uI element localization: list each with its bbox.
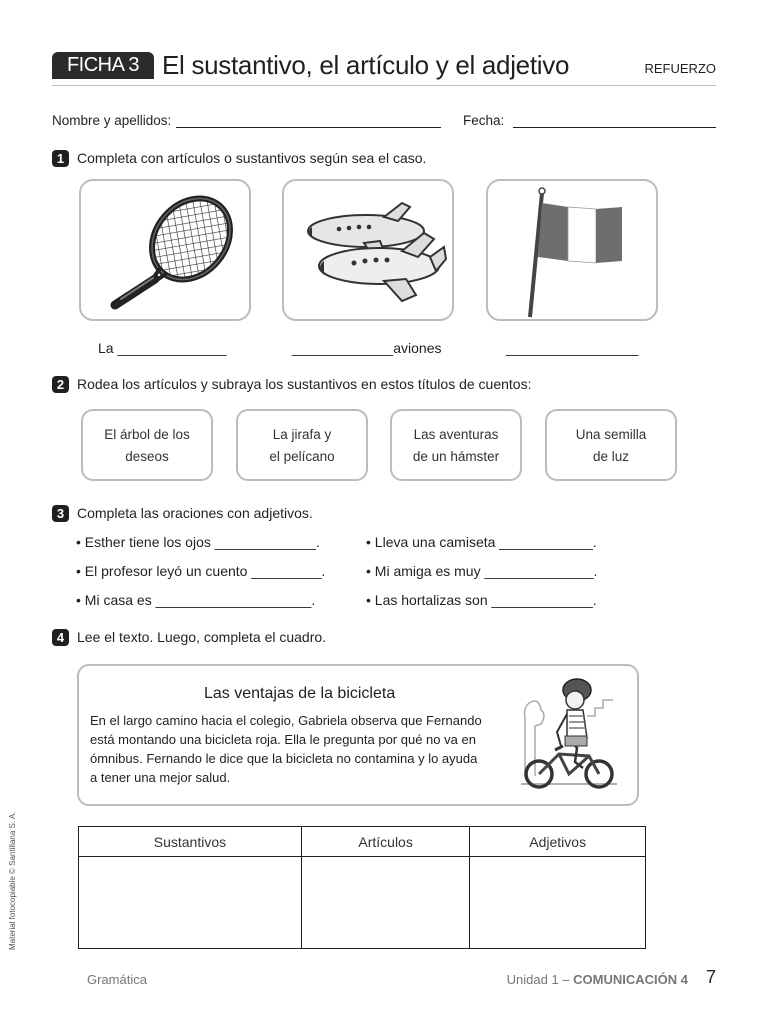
sentence-item[interactable]: • Mi casa es ____________________. [76,592,316,608]
footer-unit-subject: COMUNICACIÓN 4 [573,972,688,987]
reading-text [90,711,510,787]
airplanes-icon [284,181,456,323]
story-title-card[interactable] [390,409,522,481]
story-title-line: de luz [592,449,630,464]
sentence-item[interactable]: • El profesor leyó un cuento _________. [76,563,326,579]
story-title-line: deseos [125,449,169,464]
name-label: Nombre y apellidos: [52,113,172,128]
question-1-prompt: Completa con artículos o sustantivos según sea el caso. [77,150,427,166]
sentence-item[interactable]: • Esther tiene los ojos _____________. [76,534,320,550]
reading-title: Las ventajas de la bicicleta [204,685,396,702]
story-title-line: de un hámster [412,449,500,464]
story-title-line: El árbol de los [104,427,190,442]
answer-cell[interactable] [79,857,302,949]
question-3-prompt: Completa las oraciones con adjetivos. [77,505,313,521]
date-field[interactable] [513,127,716,128]
question-1-number: 1 [52,150,69,167]
image-card-flag [486,179,658,321]
story-title-card[interactable] [236,409,368,481]
header-divider [52,85,716,86]
boy-on-bicycle-icon [517,676,621,794]
column-header-articulos: Artículos [301,827,469,857]
image-card-racket [79,179,251,321]
answer-cell[interactable] [470,857,646,949]
reading-line: En el largo camino hacia el colegio, Gabriela observa que Fernando [90,713,482,728]
answer-table [78,826,646,949]
footer-unit [507,972,688,987]
story-title-line: Una semilla [575,427,647,442]
footer-unit-prefix: Unidad 1 – [506,972,574,987]
question-3-number: 3 [52,505,69,522]
column-header-sustantivos: Sustantivos [79,827,302,857]
reading-box [77,664,639,806]
reading-line: a tener una mejor salud. [90,770,231,785]
question-4-number: 4 [52,629,69,646]
question-2-prompt: Rodea los artículos y subraya los sustantivos en estos títulos de cuentos: [77,376,532,392]
date-label: Fecha: [463,113,505,128]
answer-cell[interactable] [301,857,469,949]
name-field[interactable] [176,127,441,128]
blank-flag[interactable]: _________________ [506,340,639,356]
level-tag: REFUERZO [644,61,716,76]
story-title-card[interactable] [545,409,677,481]
story-title-line: La jirafa y [272,427,332,442]
sentence-item[interactable]: • Lleva una camiseta ____________. [366,534,597,550]
question-4-prompt: Lee el texto. Luego, completa el cuadro. [77,629,327,645]
blank-racket[interactable]: La ______________ [98,340,227,356]
footer-section: Gramática [87,972,147,987]
story-title-line: el pelícano [269,449,335,464]
story-title-card[interactable] [81,409,213,481]
column-header-adjetivos: Adjetivos [470,827,646,857]
sentence-item[interactable]: • Las hortalizas son _____________. [366,592,597,608]
reading-line: ómnibus. Fernando le dice que la bicicleta no contamina y lo ayuda [90,751,478,766]
page-number: 7 [705,967,716,987]
image-card-airplanes [282,179,454,321]
blank-airplanes[interactable]: _____________aviones [292,340,442,356]
reading-line: está montando una bicicleta roja. Ella le pregunta por qué no va en [90,732,476,747]
page-title: El sustantivo, el artículo y el adjetivo [162,50,570,80]
flag-icon [488,181,660,323]
copyright-note: Material fotocopiable © Santillana S. A. [8,811,17,950]
question-2-number: 2 [52,376,69,393]
story-title-line: Las aventuras [413,427,499,442]
ficha-badge: FICHA 3 [52,52,154,79]
sentence-item[interactable]: • Mi amiga es muy ______________. [366,563,598,579]
tennis-racket-icon [81,181,253,323]
